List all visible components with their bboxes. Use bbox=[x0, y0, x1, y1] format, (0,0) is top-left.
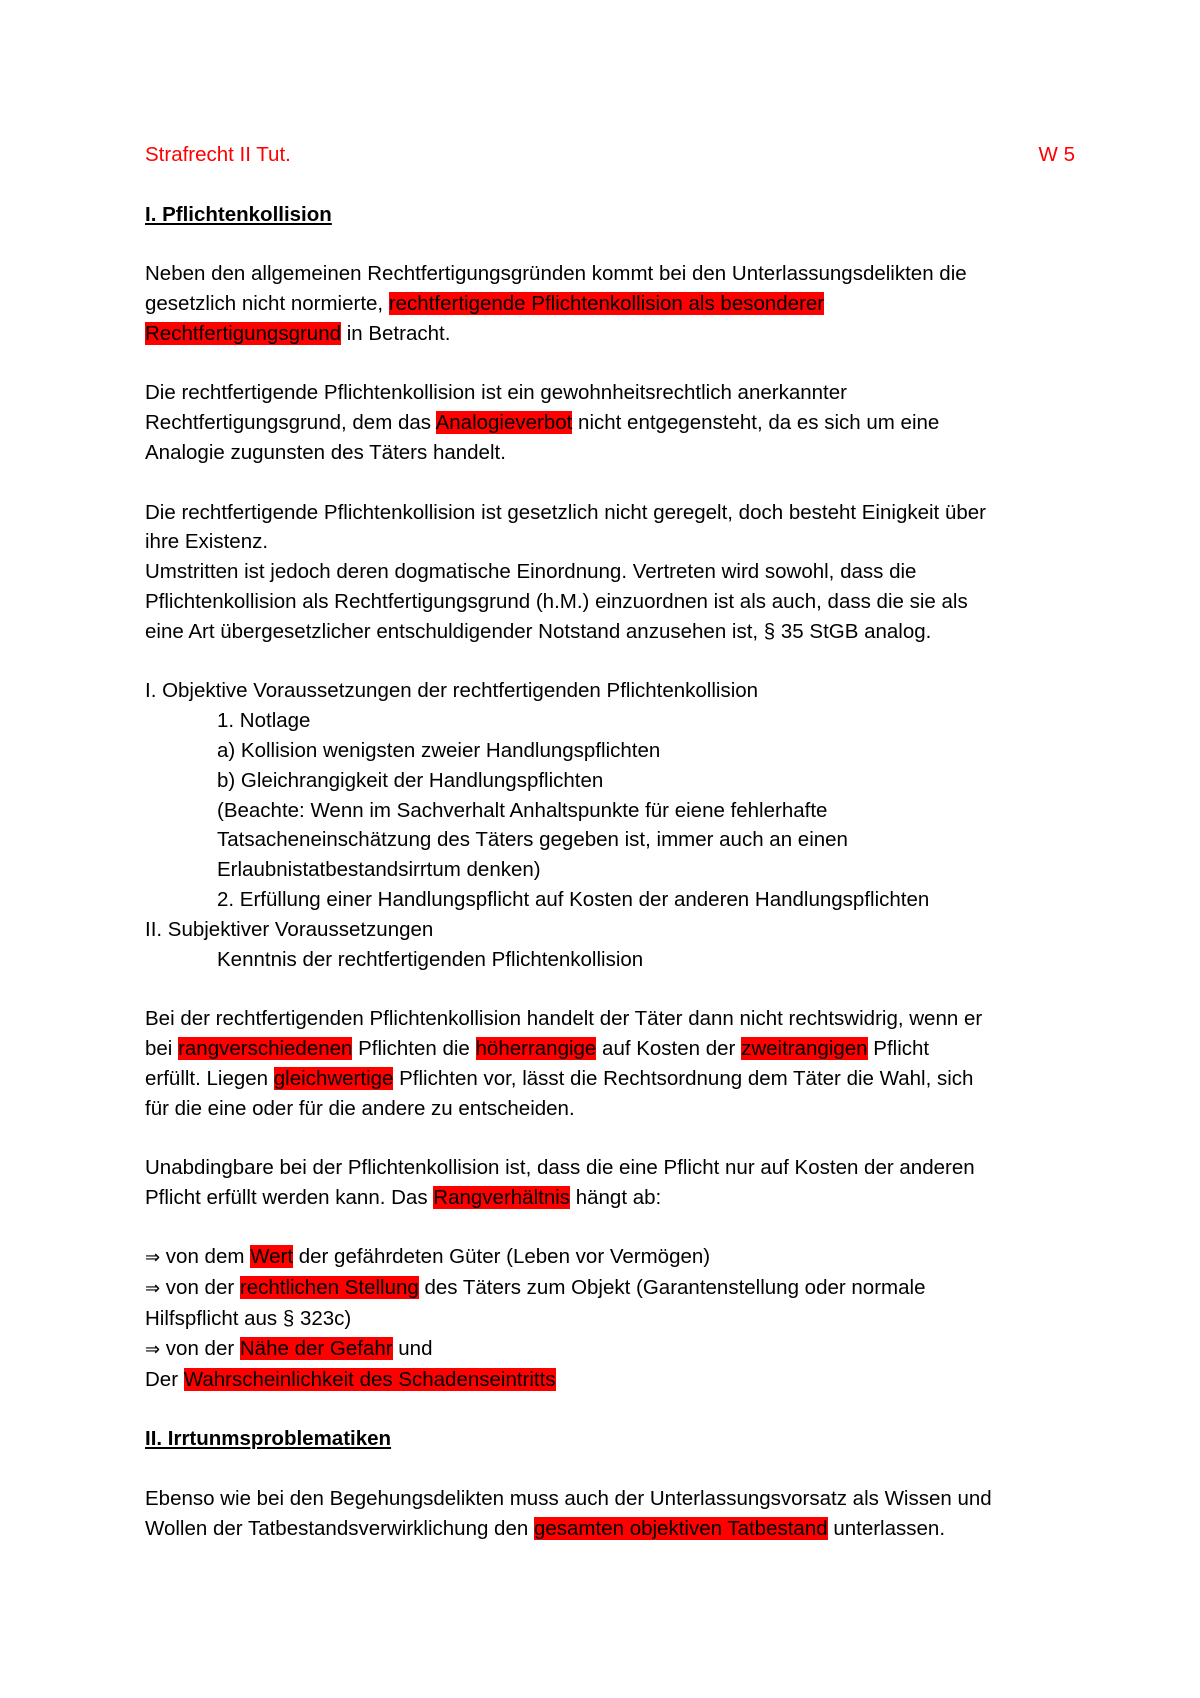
text-line bbox=[145, 1183, 1075, 1213]
outline-item: 2. Erfüllung einer Handlungspflicht auf Kosten der anderen Handlungspflichten bbox=[217, 887, 930, 911]
text-line: Neben den allgemeinen Rechtfertigungsgründen kommt bei den Unterlassungsdelikten die bbox=[145, 262, 967, 286]
highlight-span: Rangverhältnis bbox=[433, 1185, 571, 1209]
list-item bbox=[145, 1242, 1075, 1273]
text-line bbox=[145, 289, 1075, 319]
document-title: Strafrecht II Tut. bbox=[145, 143, 291, 166]
text-line: Ebenso wie bei den Begehungsdelikten muss auch der Unterlassungsvorsatz als Wissen und bbox=[145, 1486, 992, 1510]
highlight-span: Nähe der Gefahr bbox=[239, 1336, 393, 1360]
text-line: Pflichtenkollision als Rechtfertigungsgrund (h.M.) einzuordnen ist als auch, dass die sie als bbox=[145, 589, 968, 613]
text-line bbox=[145, 1064, 1075, 1094]
text-span: Pflicht bbox=[867, 1036, 930, 1060]
paragraph-intro bbox=[145, 259, 1075, 348]
text-line: Unabdingbare bei der Pflichtenkollision ist, dass die eine Pflicht nur auf Kosten der anderen bbox=[145, 1156, 975, 1180]
text-span: von der bbox=[160, 1336, 240, 1360]
text-line: Die rechtfertigende Pflichtenkollision ist ein gewohnheitsrechtlich anerkannter bbox=[145, 381, 847, 405]
text-span: des Täters zum Objekt (Garantenstellung oder normale bbox=[418, 1276, 926, 1300]
paragraph-unabdingbar bbox=[145, 1153, 1075, 1213]
outline-item: Tatsacheneinschätzung des Täters gegeben ist, immer auch an einen bbox=[217, 828, 848, 852]
text-line: eine Art übergesetzlicher entschuldigender Notstand anzusehen ist, § 35 StGB analog. bbox=[145, 619, 932, 643]
document-page bbox=[145, 140, 1075, 1543]
text-line bbox=[145, 319, 1075, 349]
arrow-icon: ⇒ bbox=[145, 1338, 161, 1360]
text-span: Pflicht erfüllt werden kann. Das bbox=[145, 1185, 434, 1209]
text-line: Bei der rechtfertigenden Pflichtenkollision handelt der Täter dann nicht rechtswidrig, wenn er bbox=[145, 1007, 983, 1031]
outline-item: Erlaubnistatbestandsirrtum denken) bbox=[217, 858, 541, 882]
arrow-icon: ⇒ bbox=[145, 1247, 161, 1269]
outline-item: a) Kollision wenigsten zweier Handlungspflichten bbox=[217, 738, 661, 762]
text-line: Analogie zugunsten des Täters handelt. bbox=[145, 440, 506, 464]
highlight-span: Wahrscheinlichkeit des Schadenseintritts bbox=[183, 1367, 556, 1391]
highlight-span: rechtfertigende Pflichtenkollision als besonderer bbox=[388, 291, 825, 315]
outline-item: (Beachte: Wenn im Sachverhalt Anhaltspunkte für eiene fehlerhafte bbox=[217, 798, 828, 822]
text-span: Pflichten die bbox=[352, 1036, 476, 1060]
section-heading-irrtum: II. Irrtunmsproblematiken bbox=[145, 1427, 392, 1451]
week-label: W 5 bbox=[1038, 143, 1075, 166]
highlight-span: gesamten objektiven Tatbestand bbox=[533, 1516, 828, 1540]
text-line bbox=[145, 408, 1075, 438]
criteria-list bbox=[145, 1242, 1075, 1394]
text-span: gesetzlich nicht normierte, bbox=[145, 291, 389, 315]
highlight-span: Rechtfertigungsgrund bbox=[145, 321, 342, 345]
highlight-span: rangverschiedenen bbox=[178, 1036, 353, 1060]
highlight-span: Wert bbox=[250, 1245, 294, 1269]
paragraph-gewohnheitsrecht bbox=[145, 378, 1075, 467]
text-span: von der bbox=[160, 1276, 240, 1300]
list-item bbox=[145, 1273, 1075, 1304]
outline-item: Kenntnis der rechtfertigenden Pflichtenkollision bbox=[217, 947, 644, 971]
text-span: und bbox=[392, 1336, 433, 1360]
outline-item: 1. Notlage bbox=[217, 709, 311, 733]
text-span: Wollen der Tatbestandsverwirklichung den bbox=[145, 1516, 534, 1540]
text-span: Der bbox=[145, 1367, 184, 1391]
text-line bbox=[145, 1514, 1075, 1544]
text-span: auf Kosten der bbox=[596, 1036, 742, 1060]
text-span: Rechtfertigungsgrund, dem das bbox=[145, 411, 436, 435]
highlight-span: rechtlichen Stellung bbox=[239, 1276, 419, 1300]
paragraph-einordnung bbox=[145, 498, 1075, 647]
highlight-span: Analogieverbot bbox=[435, 411, 573, 435]
highlight-span: höherrangige bbox=[475, 1036, 597, 1060]
text-span: Pflichten vor, lässt die Rechtsordnung dem Täter die Wahl, sich bbox=[393, 1066, 974, 1090]
list-item bbox=[145, 1365, 1075, 1395]
text-span: nicht entgegensteht, da es sich um eine bbox=[572, 411, 940, 435]
outline-item: II. Subjektiver Voraussetzungen bbox=[145, 917, 434, 941]
text-line: Umstritten ist jedoch deren dogmatische Einordnung. Vertreten wird sowohl, dass die bbox=[145, 560, 917, 584]
highlight-span: zweitrangigen bbox=[741, 1036, 868, 1060]
text-line: Die rechtfertigende Pflichtenkollision ist gesetzlich nicht geregelt, doch besteht Einigkeit über bbox=[145, 500, 986, 524]
outline-item: I. Objektive Voraussetzungen der rechtfertigenden Pflichtenkollision bbox=[145, 679, 759, 703]
arrow-icon: ⇒ bbox=[145, 1278, 161, 1300]
paragraph-vorsatz bbox=[145, 1484, 1075, 1544]
list-item-continuation: Hilfspflicht aus § 323c) bbox=[145, 1307, 352, 1331]
text-line bbox=[145, 1034, 1075, 1064]
outline-item: b) Gleichrangigkeit der Handlungspflichten bbox=[217, 768, 604, 792]
section-heading-pflichtenkollision: I. Pflichtenkollision bbox=[145, 202, 332, 226]
text-line: ihre Existenz. bbox=[145, 530, 269, 554]
text-span: in Betracht. bbox=[341, 321, 451, 345]
text-span: unterlassen. bbox=[827, 1516, 946, 1540]
text-span: bei bbox=[145, 1036, 179, 1060]
highlight-span: gleichwertige bbox=[273, 1066, 394, 1090]
list-item bbox=[145, 1334, 1075, 1365]
text-span: von dem bbox=[160, 1245, 251, 1269]
paragraph-rangverhaeltnis bbox=[145, 1004, 1075, 1123]
outline-voraussetzungen bbox=[145, 676, 1075, 974]
text-line: für die eine oder für die andere zu entscheiden. bbox=[145, 1096, 575, 1120]
text-span: hängt ab: bbox=[570, 1185, 662, 1209]
document-header bbox=[145, 140, 1075, 170]
text-span: der gefährdeten Güter (Leben vor Vermögen) bbox=[293, 1245, 711, 1269]
text-span: erfüllt. Liegen bbox=[145, 1066, 274, 1090]
